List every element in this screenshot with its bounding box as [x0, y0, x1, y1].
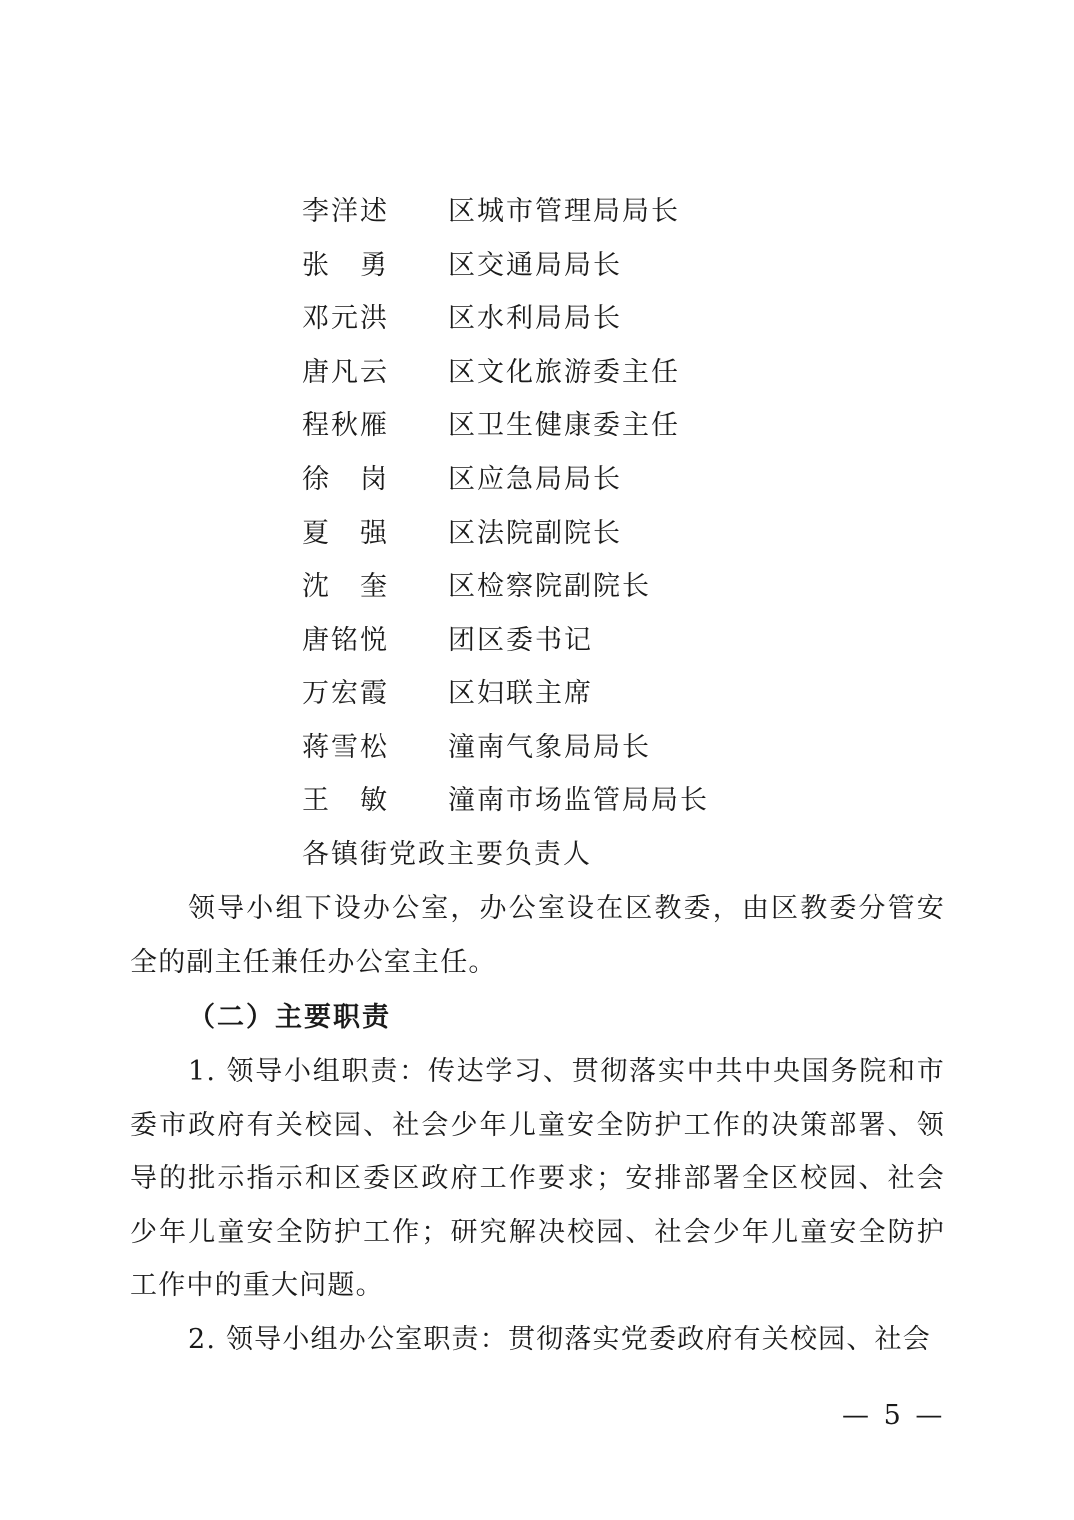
member-name: 唐凡云 — [302, 357, 389, 388]
member-title: 区妇联主席 — [448, 678, 593, 709]
member-name: 王 敏 — [302, 785, 389, 816]
member-row — [302, 406, 680, 446]
member-name: 徐 岗 — [302, 464, 389, 495]
member-title: 区文化旅游委主任 — [448, 357, 680, 388]
member-title: 区法院副院长 — [448, 518, 622, 549]
member-row — [302, 621, 593, 661]
member-row — [302, 353, 680, 393]
office-paragraph: 领导小组下设办公室，办公室设在区教委，由区教委分管安全的副主任兼任办公室主任。 — [130, 893, 945, 978]
member-title: 潼南市场监管局局长 — [448, 785, 709, 816]
member-row — [302, 192, 680, 232]
member-title: 区水利局局长 — [448, 303, 622, 334]
member-row — [302, 567, 651, 607]
member-title: 区检察院副院长 — [448, 571, 651, 602]
member-row — [302, 460, 622, 500]
member-name: 张 勇 — [302, 250, 389, 281]
member-row — [302, 514, 622, 554]
member-title: 潼南气象局局长 — [448, 732, 651, 763]
member-title: 区应急局局长 — [448, 464, 622, 495]
member-name: 蒋雪松 — [302, 732, 389, 763]
member-row — [302, 674, 593, 714]
member-title: 区交通局局长 — [448, 250, 622, 281]
member-name: 唐铭悦 — [302, 625, 389, 656]
town-leaders-line — [302, 835, 592, 875]
member-row — [302, 728, 651, 768]
town-leaders-text: 各镇街党政主要负责人 — [302, 839, 592, 870]
member-title: 区卫生健康委主任 — [448, 410, 680, 441]
member-name: 万宏霞 — [302, 678, 389, 709]
member-title: 团区委书记 — [448, 625, 593, 656]
page-number: — 5 — — [842, 1400, 946, 1431]
member-name: 程秋雁 — [302, 410, 389, 441]
section-heading: （二）主要职责 — [188, 1002, 391, 1033]
member-row — [302, 246, 622, 286]
member-name: 夏 强 — [302, 518, 389, 549]
member-name: 沈 奎 — [302, 571, 389, 602]
duty-paragraph-2: 2. 领导小组办公室职责：贯彻落实党委政府有关校园、社会 — [188, 1324, 931, 1355]
member-name: 李洋述 — [302, 196, 389, 227]
member-title: 区城市管理局局长 — [448, 196, 680, 227]
member-row — [302, 781, 709, 821]
member-row — [302, 299, 622, 339]
member-name: 邓元洪 — [302, 303, 389, 334]
duty-paragraph-1: 1. 领导小组职责：传达学习、贯彻落实中共中央国务院和市委市政府有关校园、社会少年儿童安全防护工作的决策部署、领导的批示指示和区委区政府工作要求；安排部署全区校园、社会少年儿童安全防护工作；研究解决校园、社会少年儿童安全防护工作中的重大问题。 — [130, 1056, 945, 1301]
